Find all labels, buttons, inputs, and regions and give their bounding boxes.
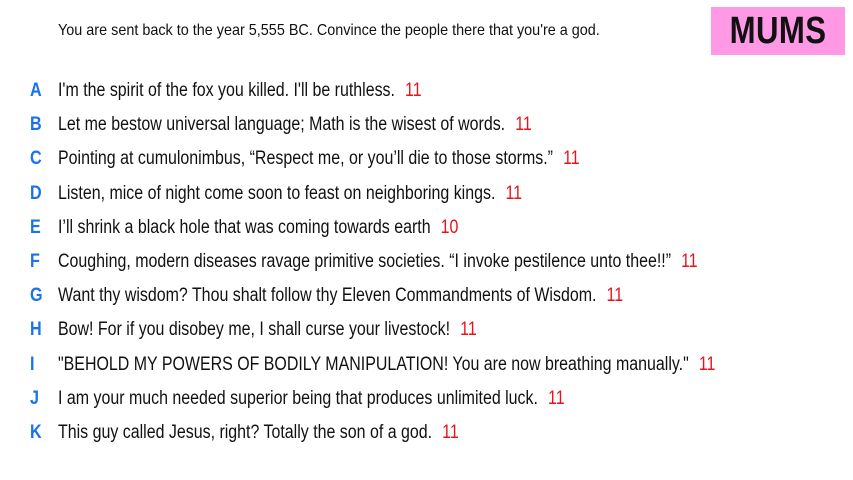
answer-score: 11 [563, 148, 580, 170]
answer-row-k [30, 416, 841, 450]
mums-badge-label: MUMS [729, 9, 827, 52]
answer-score: 11 [606, 285, 624, 307]
answer-letter: B [30, 114, 42, 136]
answer-text: Let me bestow universal language; Math is the wisest of words. [58, 114, 506, 136]
answer-text: Coughing, modern diseases ravage primitive societies. “I invoke pestilence unto thee!!” [58, 251, 672, 273]
answer-letter: F [30, 251, 40, 273]
answer-text: Want thy wisdom? Thou shalt follow thy Eleven Commandments of Wisdom. [58, 285, 597, 307]
answer-row-d [30, 177, 841, 211]
answer-score: 11 [515, 114, 532, 136]
answer-text: I am your much needed superior being that produces unlimited luck. [58, 387, 538, 409]
answer-row-g [30, 279, 841, 313]
answer-row-i [30, 348, 841, 382]
answer-letter: D [30, 182, 42, 204]
answer-text: I'm the spirit of the fox you killed. I'll be ruthless. [58, 80, 395, 102]
answer-row-h [30, 313, 841, 347]
answer-score: 11 [548, 387, 565, 409]
answer-score: 11 [460, 319, 477, 341]
answer-list [30, 74, 841, 450]
answer-row-e [30, 211, 841, 245]
answer-letter: K [30, 421, 42, 443]
answer-letter: I [30, 353, 35, 375]
answer-text: This guy called Jesus, right? Totally the son of a god. [58, 421, 433, 443]
answer-letter: G [30, 285, 43, 307]
answer-text: Listen, mice of night come soon to feast on neighboring kings. [58, 182, 496, 204]
answer-text: Bow! For if you disobey me, I shall curse your livestock! [58, 319, 451, 341]
answer-score: 11 [405, 80, 422, 102]
answer-letter: E [30, 216, 41, 238]
answer-text: "BEHOLD MY POWERS OF BODILY MANIPULATION! You are now breathing manually." [58, 353, 689, 375]
answer-row-b [30, 108, 841, 142]
answer-score: 11 [698, 353, 716, 375]
answer-text: I’ll shrink a black hole that was coming towards earth [58, 216, 431, 238]
answer-letter: A [30, 80, 42, 102]
answer-score: 10 [440, 216, 459, 238]
answer-score: 11 [681, 251, 698, 273]
prompt-text: You are sent back to the year 5,555 BC. Convince the people there that you're a god. [58, 22, 600, 39]
answer-text: Pointing at cumulonimbus, “Respect me, or you’ll die to those storms.” [58, 148, 553, 170]
answer-letter: H [30, 319, 42, 341]
answer-letter: C [30, 148, 42, 170]
answer-row-j [30, 382, 841, 416]
answer-letter: J [30, 387, 39, 409]
answer-row-a [30, 74, 841, 108]
answer-row-f [30, 245, 841, 279]
answer-score: 11 [505, 182, 523, 204]
answer-score: 11 [442, 421, 459, 443]
mums-badge [711, 7, 845, 55]
answer-row-c [30, 142, 841, 176]
